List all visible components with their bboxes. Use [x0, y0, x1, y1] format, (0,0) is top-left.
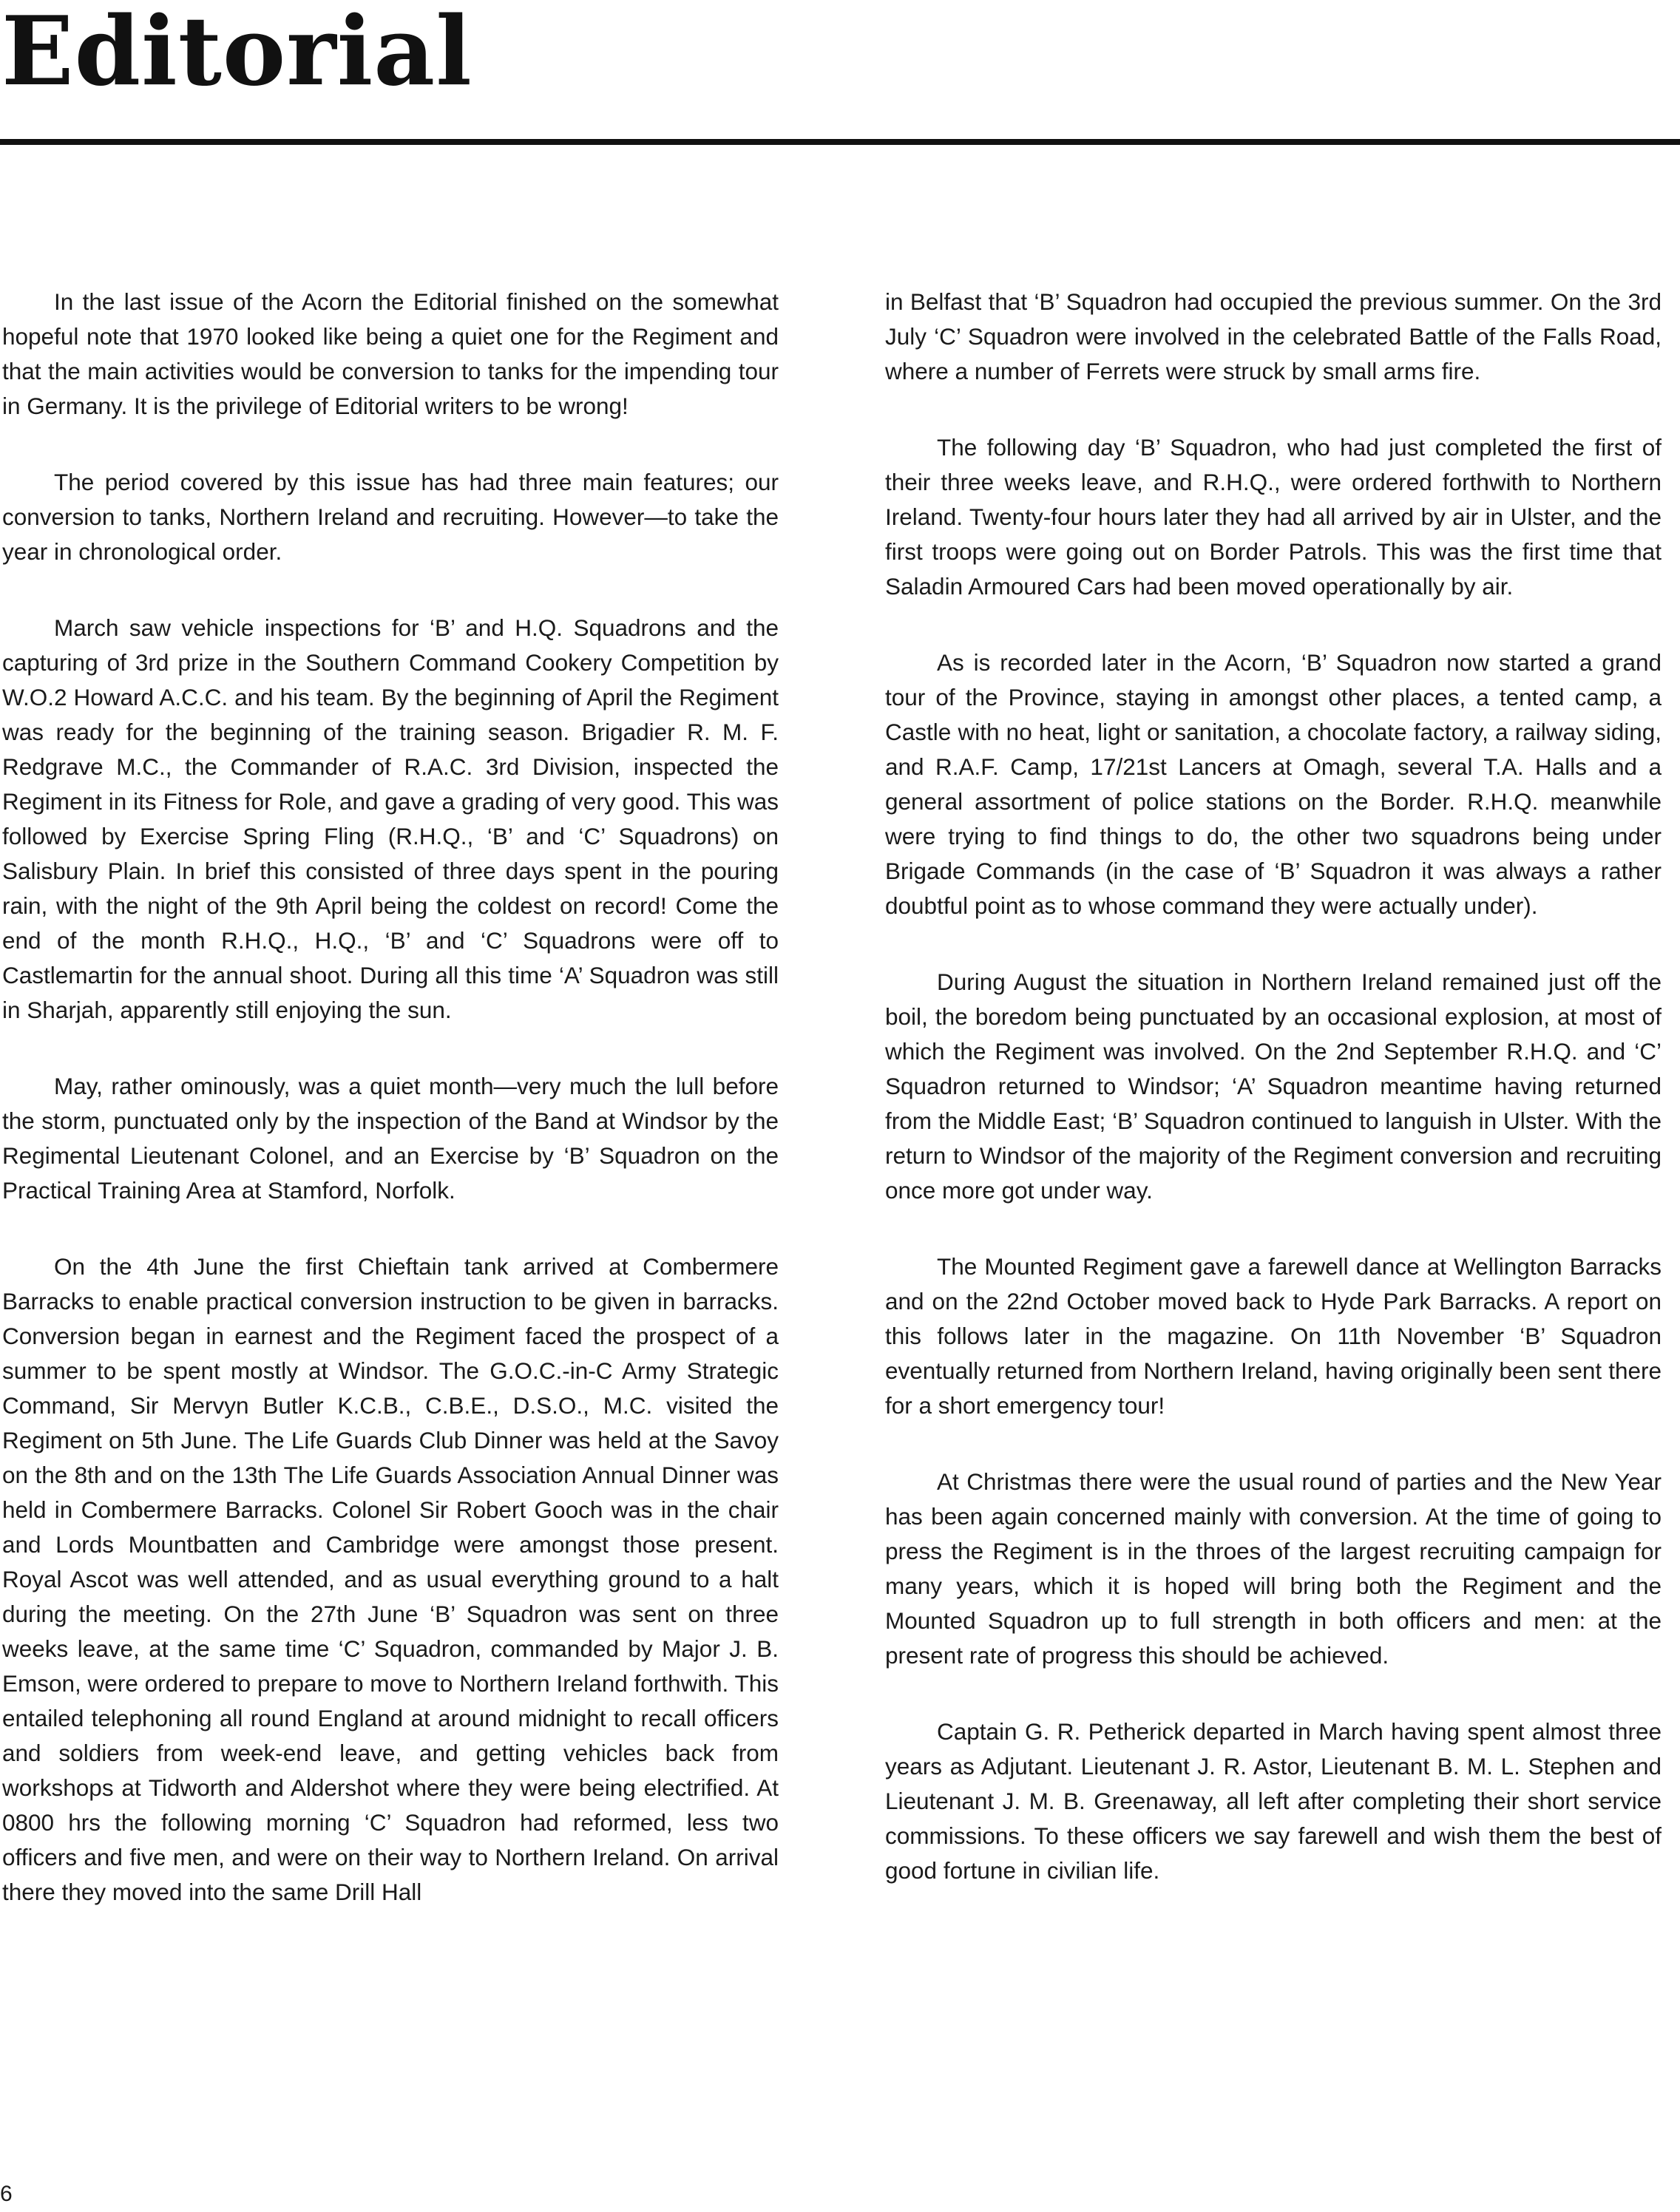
paragraph: The period covered by this issue has had three main features; our conversion to tanks, Northern Ireland and recruiting. However—to take the year in chronological order. [2, 469, 779, 565]
right-column [885, 285, 1662, 1888]
paragraph: May, rather ominously, was a quiet month—very much the lull before the storm, punctuated only by the inspection of the Band at Windsor by the Regimental Lieutenant Colonel, and an Exercise by ‘B’ Squadron on the Practical Training Area at Stamford, Norfolk. [2, 1073, 779, 1204]
paragraph: March saw vehicle inspections for ‘B’ and H.Q. Squadrons and the capturing of 3rd prize in the Southern Command Cookery Competition by W.O.2 Howard A.C.C. and his team. By the beginning of April the Regiment was ready for the beginning of the training season. Brigadier R. M. F. Redgrave M.C., the Commander of R.A.C. 3rd Division, inspected the Regiment in its Fitness for Role, and gave a grading of very good. This was followed by Exercise Spring Fling (R.H.Q., ‘B’ and ‘C’ Squadrons) on Salisbury Plain. In brief this consisted of three days spent in the pouring rain, with the night of the 9th April being the coldest on record! Come the end of the month R.H.Q., H.Q., ‘B’ and ‘C’ Squadrons were off to Castlemartin for the annual shoot. During all this time ‘A’ Squadron was still in Sharjah, apparently still enjoying the sun. [2, 614, 779, 1023]
title-divider [0, 139, 1680, 145]
paragraph: Captain G. R. Petherick departed in March having spent almost three years as Adjutant. Lieutenant J. R. Astor, Lieutenant B. M. L. Stephen and Lieutenant J. M. B. Greenaway, all left after completing their short service commissions. To these officers we say farewell and wish them the best of good fortune in civilian life. [885, 1718, 1662, 1884]
paragraph: As is recorded later in the Acorn, ‘B’ Squadron now started a grand tour of the Province, staying in amongst other places, a tented camp, a Castle with no heat, light or sanitation, a chocolate factory, a railway siding, and R.A.F. Camp, 17/21st Lancers at Omagh, several T.A. Halls and a general assortment of police stations on the Border. R.H.Q. meanwhile were trying to find things to do, the other two squadrons being under Brigade Commands (in the case of ‘B’ Squadron it was always a rather doubtful point as to whose command they were actually under). [885, 649, 1662, 919]
paragraph: The Mounted Regiment gave a farewell dance at Wellington Barracks and on the 22nd October moved back to Hyde Park Barracks. A report on this follows later in the magazine. On 11th November ‘B’ Squadron eventually returned from Northern Ireland, having originally been sent there for a short emergency tour! [885, 1253, 1662, 1419]
page-title: Editorial [1, 0, 472, 107]
paragraph: At Christmas there were the usual round of parties and the New Year has been again concerned mainly with conversion. At the time of going to press the Regiment is in the throes of the largest recruiting campaign for many years, which it is hoped will bring both the Regiment and the Mounted Squadron up to full strength in both officers and men: at the present rate of progress this should be achieved. [885, 1468, 1662, 1669]
left-column [2, 285, 779, 1910]
paragraph: In the last issue of the Acorn the Editorial finished on the somewhat hopeful note that 1970 looked like being a quiet one for the Regiment and that the main activities would be conversion to tanks for the impending tour in Germany. It is the privilege of Editorial writers to be wrong! [2, 288, 779, 419]
paragraph: The following day ‘B’ Squadron, who had just completed the first of their three weeks leave, and R.H.Q., were ordered forthwith to Northern Ireland. Twenty-four hours later they had all arrived by air in Ulster, and the first troops were going out on Border Patrols. This was the first time that Saladin Armoured Cars had been moved operationally by air. [885, 434, 1662, 600]
paragraph-continued: in Belfast that ‘B’ Squadron had occupied the previous summer. On the 3rd July ‘C’ Squadron were involved in the celebrated Battle of the Falls Road, where a number of Ferrets were struck by small arms fire. [885, 288, 1662, 384]
page-number: 6 [0, 2182, 13, 2206]
paragraph: During August the situation in Northern Ireland remained just off the boil, the boredom being punctuated by an occasional explosion, at most of which the Regiment was involved. On the 2nd September R.H.Q. and ‘C’ Squadron returned to Windsor; ‘A’ Squadron meantime having returned from the Middle East; ‘B’ Squadron continued to languish in Ulster. With the return to Windsor of the majority of the Regiment conversion and recruiting once more got under way. [885, 968, 1662, 1204]
paragraph: On the 4th June the first Chieftain tank arrived at Combermere Barracks to enable practical conversion instruction to be given in barracks. Conversion began in earnest and the Regiment faced the prospect of a summer to be spent mostly at Windsor. The G.O.C.-in-C Army Strategic Command, Sir Mervyn Butler K.C.B., C.B.E., D.S.O., M.C. visited the Regiment on 5th June. The Life Guards Club Dinner was held at the Savoy on the 8th and on the 13th The Life Guards Association Annual Dinner was held in Combermere Barracks. Colonel Sir Robert Gooch was in the chair and Lords Mountbatten and Cambridge were amongst those present. Royal Ascot was well attended, and as usual everything ground to a halt during the meeting. On the 27th June ‘B’ Squadron was sent on three weeks leave, at the same time ‘C’ Squadron, commanded by Major J. B. Emson, were ordered to prepare to move to Northern Ireland forthwith. This entailed telephoning all round England at around midnight to recall officers and soldiers from week-end leave, and getting vehicles back from workshops at Tidworth and Aldershot where they were being electrified. At 0800 hrs the following morning ‘C’ Squadron had reformed, less two officers and five men, and were on their way to Northern Ireland. On arrival there they moved into the same Drill Hall [2, 1253, 779, 1905]
